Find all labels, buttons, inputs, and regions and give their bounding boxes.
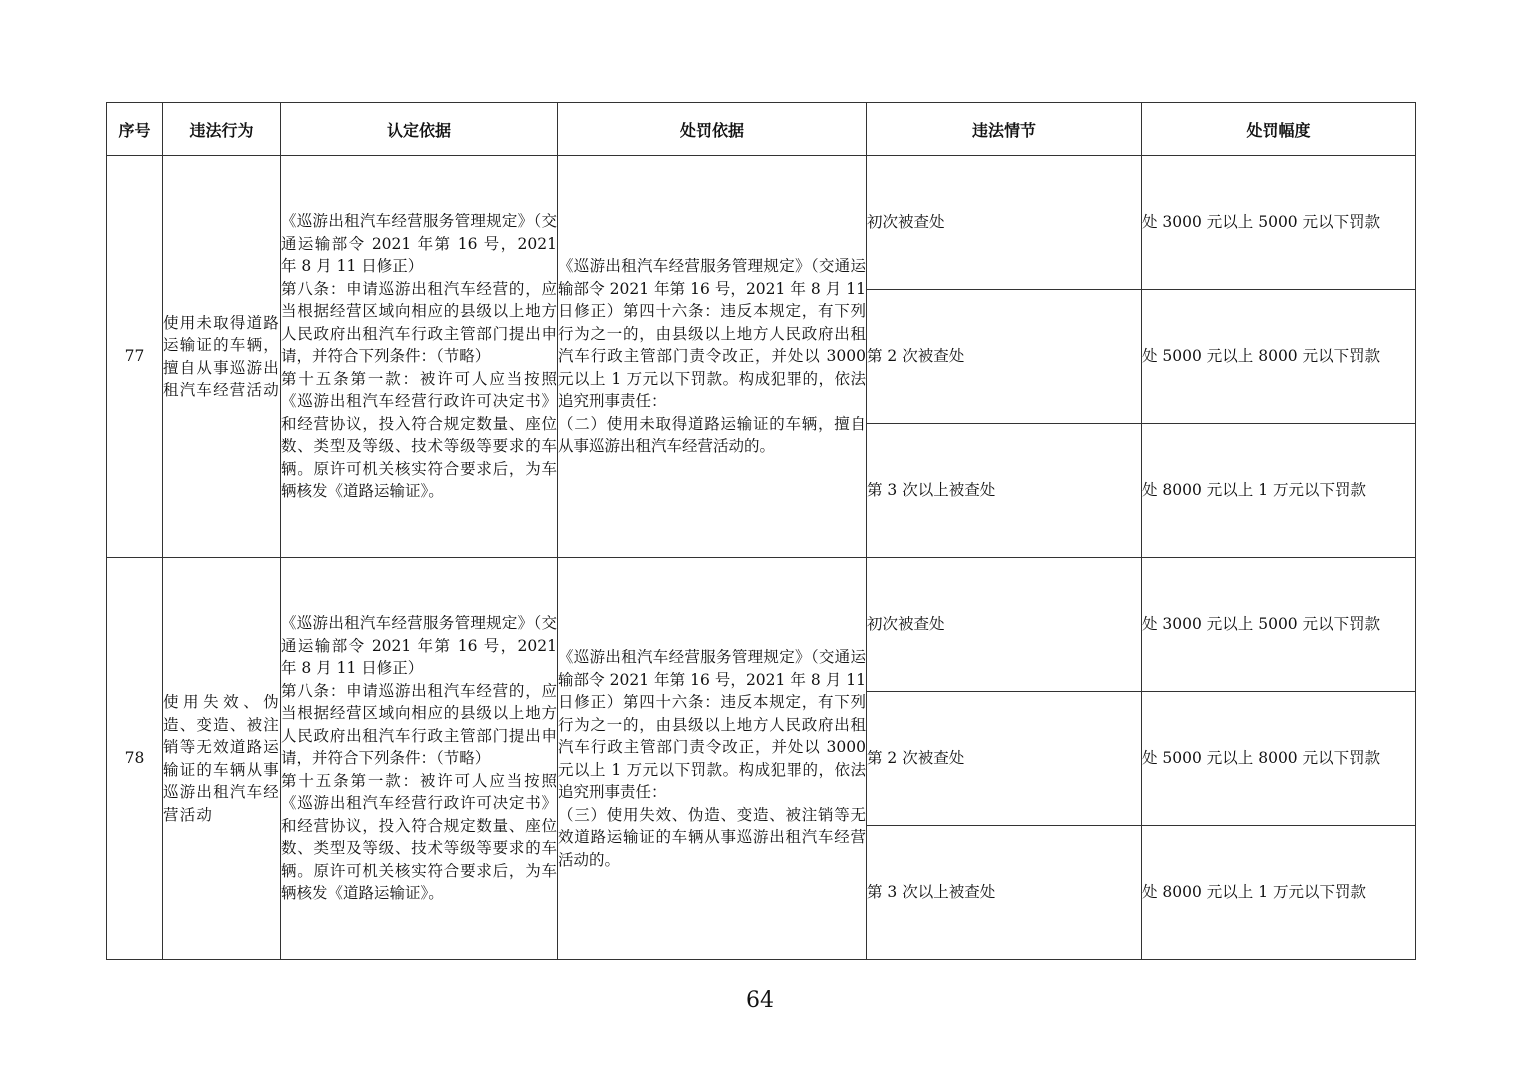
row-basis — [281, 156, 558, 558]
page-number: 64 — [746, 988, 774, 1013]
header-punish: 处罚依据 — [558, 103, 867, 156]
penalty-range-cell: 处 8000 元以上 1 万元以下罚款 — [1142, 424, 1416, 558]
penalty-range-cell: 处 5000 元以上 8000 元以下罚款 — [1142, 692, 1416, 826]
severity-cell: 第 2 次被查处 — [867, 290, 1142, 424]
row-violation: 使用未取得道路运输证的车辆，擅自从事巡游出租汽车经营活动 — [163, 156, 281, 558]
severity-cell: 初次被查处 — [867, 156, 1142, 290]
row-seq: 77 — [107, 156, 163, 558]
penalty-range-cell: 处 8000 元以上 1 万元以下罚款 — [1142, 826, 1416, 960]
penalty-range-cell: 处 3000 元以上 5000 元以下罚款 — [1142, 156, 1416, 290]
header-range: 处罚幅度 — [1142, 103, 1416, 156]
table-row — [107, 156, 1416, 290]
row-violation: 使用失效、伪造、变造、被注销等无效道路运输证的车辆从事巡游出租汽车经营活动 — [163, 558, 281, 960]
severity-cell: 第 3 次以上被查处 — [867, 826, 1142, 960]
row-basis — [281, 558, 558, 960]
punish-paragraph: 《巡游出租汽车经营服务管理规定》（交通运输部令 2021 年第 16 号，2021 年 8 月 11 日修正）第四十六条：违反本规定，有下列行为之一的，由县级以上地方人民政府出租汽车行政主管部门责令改正，并处以 3000 元以上 1 万元以下罚款。构成犯罪的，依法追究刑事责任： — [558, 257, 866, 411]
penalty-range-cell: 处 5000 元以上 8000 元以下罚款 — [1142, 290, 1416, 424]
punish-paragraph: （二）使用未取得道路运输证的车辆，擅自从事巡游出租汽车经营活动的。 — [558, 414, 866, 456]
header-seq: 序号 — [107, 103, 163, 156]
header-act: 违法行为 — [163, 103, 281, 156]
severity-cell: 初次被查处 — [867, 558, 1142, 692]
table-header-row — [107, 103, 1416, 156]
header-severity: 违法情节 — [867, 103, 1142, 156]
row-punish-basis — [558, 558, 867, 960]
penalty-range-cell: 处 3000 元以上 5000 元以下罚款 — [1142, 558, 1416, 692]
basis-paragraph: 第八条：申请巡游出租汽车经营的，应当根据经营区域向相应的县级以上地方人民政府出租汽车行政主管部门提出申请，并符合下列条件：（节略） — [281, 279, 557, 366]
basis-paragraph: 第十五条第一款：被许可人应当按照《巡游出租汽车经营行政许可决定书》和经营协议，投入符合规定数量、座位数、类型及等级、技术等级等要求的车辆。原许可机关核实符合要求后，为车辆核发《道路运输证》。 — [281, 369, 557, 501]
row-punish-basis — [558, 156, 867, 558]
row-seq: 78 — [107, 558, 163, 960]
punish-paragraph: 《巡游出租汽车经营服务管理规定》（交通运输部令 2021 年第 16 号，2021 年 8 月 11 日修正）第四十六条：违反本规定，有下列行为之一的，由县级以上地方人民政府出租汽车行政主管部门责令改正，并处以 3000 元以上 1 万元以下罚款。构成犯罪的，依法追究刑事责任： — [558, 648, 866, 801]
basis-paragraph: 第八条：申请巡游出租汽车经营的，应当根据经营区域向相应的县级以上地方人民政府出租汽车行政主管部门提出申请，并符合下列条件：（节略） — [281, 681, 557, 768]
basis-paragraph: 《巡游出租汽车经营服务管理规定》（交通运输部令 2021 年第 16 号，2021 年 8 月 11 日修正） — [281, 614, 557, 678]
table-row — [107, 558, 1416, 692]
basis-paragraph: 《巡游出租汽车经营服务管理规定》（交通运输部令 2021 年第 16 号，2021 年 8 月 11 日修正） — [281, 212, 557, 276]
basis-paragraph: 第十五条第一款：被许可人应当按照《巡游出租汽车经营行政许可决定书》和经营协议，投入符合规定数量、座位数、类型及等级、技术等级等要求的车辆。原许可机关核实符合要求后，为车辆核发《道路运输证》。 — [281, 771, 557, 903]
punish-paragraph: （三）使用失效、伪造、变造、被注销等无效道路运输证的车辆从事巡游出租汽车经营活动的。 — [558, 805, 866, 869]
header-basis: 认定依据 — [281, 103, 558, 156]
severity-cell: 第 3 次以上被查处 — [867, 424, 1142, 558]
penalty-table — [106, 102, 1416, 960]
severity-cell: 第 2 次被查处 — [867, 692, 1142, 826]
